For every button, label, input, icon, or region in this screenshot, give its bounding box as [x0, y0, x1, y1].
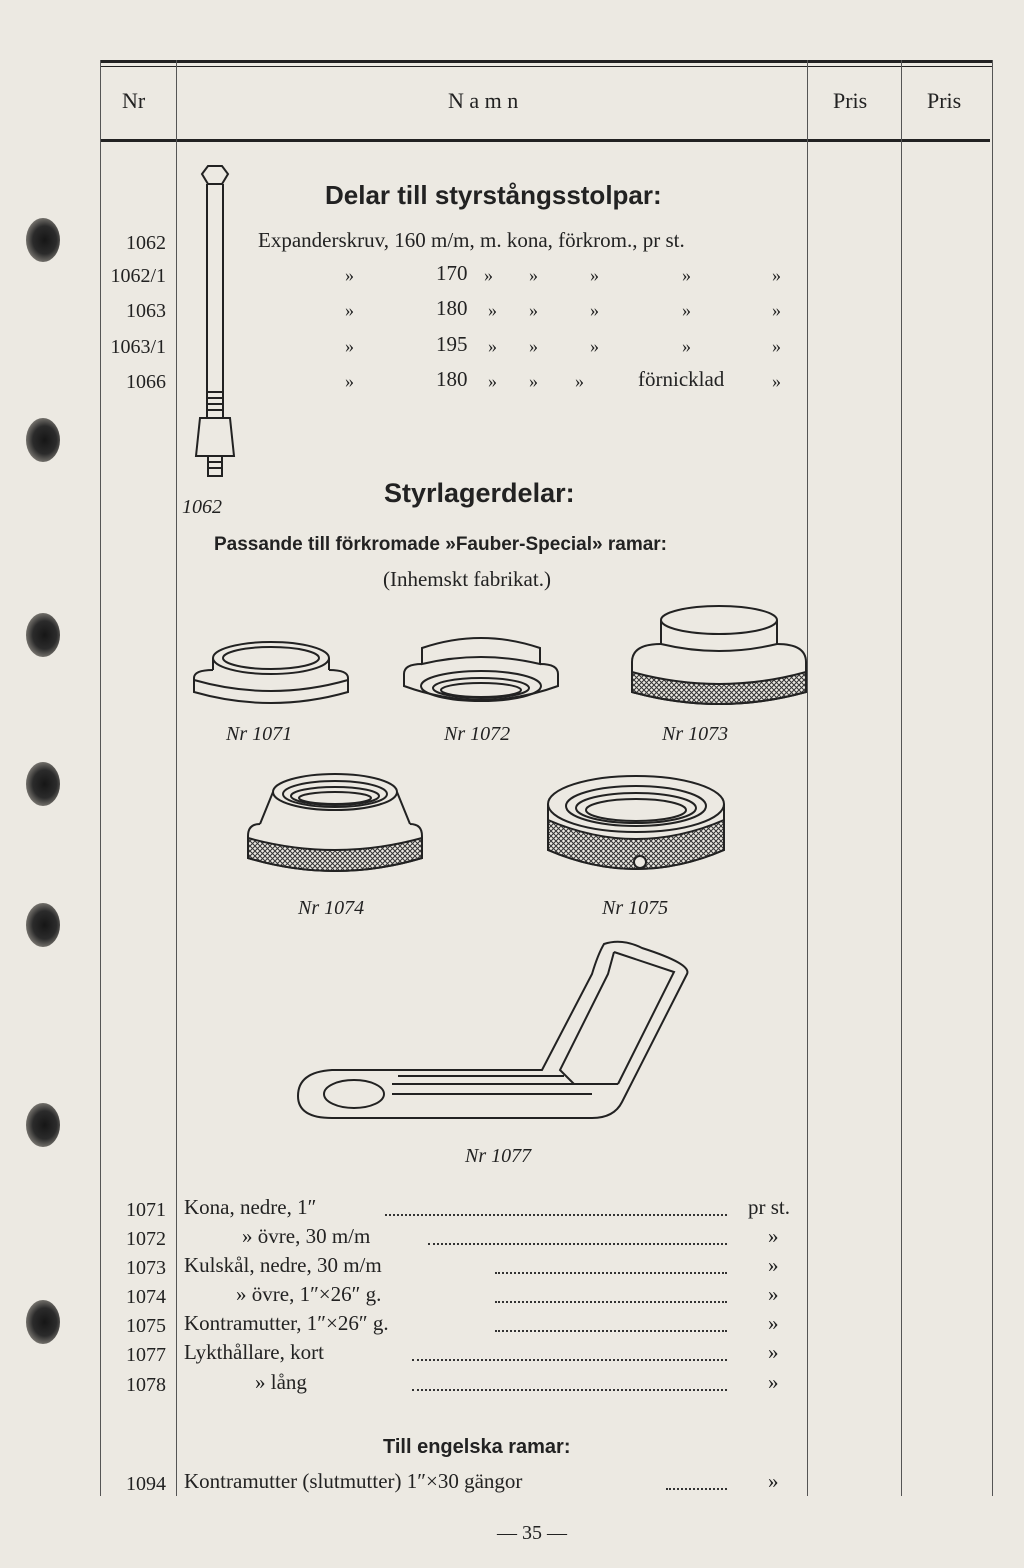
binder-hole — [26, 218, 60, 262]
binder-hole — [26, 903, 60, 947]
section-title: Styrlagerdelar: — [384, 478, 575, 508]
column-line — [176, 60, 177, 1496]
item-number: 1062 — [126, 232, 166, 254]
binder-hole — [26, 762, 60, 806]
ditto-mark: » — [682, 336, 691, 356]
dot-leader — [412, 1387, 727, 1391]
item-value: 180 — [436, 367, 468, 391]
ditto-mark: » — [529, 300, 538, 320]
ditto-mark: » — [488, 336, 497, 356]
part-1071-illustration — [186, 628, 356, 718]
figure-caption: 1062 — [182, 496, 222, 518]
part-caption: Nr 1073 — [662, 723, 729, 745]
item-value: 195 — [436, 332, 468, 356]
column-line — [901, 60, 902, 1496]
ditto-mark: » — [590, 336, 599, 356]
item-name: » lång — [255, 1370, 307, 1394]
ditto-mark: » — [682, 300, 691, 320]
part-1077-illustration — [292, 934, 702, 1134]
part-caption: Nr 1074 — [298, 897, 365, 919]
ditto-mark: » — [529, 336, 538, 356]
binder-hole — [26, 1103, 60, 1147]
item-name: Kulskål, nedre, 30 m/m — [184, 1253, 382, 1277]
ditto-mark: » — [590, 265, 599, 285]
ditto-mark: » — [772, 265, 781, 285]
part-caption: Nr 1077 — [465, 1145, 532, 1167]
header-pris-1: Pris — [833, 88, 868, 113]
item-unit: » — [768, 1224, 779, 1248]
item-number: 1063 — [126, 300, 166, 322]
section-subtitle: Passande till förkromade »Fauber-Special» ramar: — [214, 534, 668, 555]
section-note: (Inhemskt fabrikat.) — [383, 567, 551, 591]
column-line — [807, 60, 808, 1496]
item-number: 1078 — [126, 1374, 166, 1396]
dot-leader — [412, 1357, 727, 1361]
dot-leader — [495, 1270, 727, 1274]
part-1074-illustration — [240, 766, 430, 886]
page-number: — 35 — — [497, 1522, 567, 1544]
ditto-mark: » — [772, 300, 781, 320]
part-1073-illustration — [624, 600, 814, 720]
ditto-mark: » — [682, 265, 691, 285]
top-rule-thin — [100, 66, 992, 67]
ditto-mark: » — [590, 300, 599, 320]
ditto-mark: » — [488, 371, 497, 391]
dot-leader — [495, 1328, 727, 1332]
ditto-mark: » — [345, 265, 354, 285]
part-caption: Nr 1071 — [226, 723, 293, 745]
part-1075-illustration — [536, 766, 736, 891]
dot-leader — [385, 1212, 727, 1216]
section-title: Delar till styrstångsstolpar: — [325, 180, 662, 210]
item-unit: » — [768, 1340, 779, 1364]
ditto-mark: » — [529, 265, 538, 285]
item-number: 1094 — [126, 1473, 166, 1495]
header-namn: N a m n — [448, 88, 519, 113]
item-unit: pr st. — [748, 1195, 790, 1219]
header-pris-2: Pris — [927, 88, 962, 113]
ditto-mark: » — [345, 371, 354, 391]
part-caption: Nr 1072 — [444, 723, 511, 745]
header-bottom-rule — [100, 139, 990, 142]
item-number: 1074 — [126, 1286, 166, 1308]
column-line — [992, 60, 993, 1496]
item-unit: » — [768, 1282, 779, 1306]
item-value: 180 — [436, 296, 468, 320]
ditto-mark: » — [488, 300, 497, 320]
ditto-mark: » — [575, 371, 584, 391]
part-1072-illustration — [396, 628, 566, 718]
item-name: Expanderskruv, 160 m/m, m. kona, förkrom., pr st. — [258, 228, 685, 252]
item-number: 1066 — [126, 371, 166, 393]
ditto-mark: » — [345, 336, 354, 356]
item-number: 1071 — [126, 1199, 166, 1221]
section-title: Till engelska ramar: — [383, 1436, 571, 1458]
binder-hole — [26, 1300, 60, 1344]
header-nr: Nr — [122, 88, 146, 113]
ditto-mark: » — [529, 371, 538, 391]
item-finish: förnicklad — [638, 367, 725, 391]
item-unit: » — [768, 1370, 779, 1394]
dot-leader — [666, 1486, 727, 1490]
expander-bolt-illustration — [188, 160, 248, 490]
ditto-mark: » — [772, 336, 781, 356]
dot-leader — [428, 1241, 727, 1245]
item-name: Kona, nedre, 1″ — [184, 1195, 317, 1219]
column-line — [100, 60, 101, 1496]
item-number: 1072 — [126, 1228, 166, 1250]
item-number: 1073 — [126, 1257, 166, 1279]
item-name: » övre, 30 m/m — [242, 1224, 371, 1248]
item-name: Lykthållare, kort — [184, 1340, 324, 1364]
item-unit: » — [768, 1253, 779, 1277]
dot-leader — [495, 1299, 727, 1303]
item-value: 170 — [436, 261, 468, 285]
part-caption: Nr 1075 — [602, 897, 669, 919]
binder-hole — [26, 418, 60, 462]
item-name: » övre, 1″×26″ g. — [236, 1282, 382, 1306]
ditto-mark: » — [484, 265, 493, 285]
item-name: Kontramutter (slutmutter) 1″×30 gängor — [184, 1469, 523, 1493]
item-unit: » — [768, 1311, 779, 1335]
item-unit: » — [768, 1469, 779, 1493]
item-number: 1075 — [126, 1315, 166, 1337]
ditto-mark: » — [345, 300, 354, 320]
binder-hole — [26, 613, 60, 657]
item-name: Kontramutter, 1″×26″ g. — [184, 1311, 389, 1335]
item-number: 1063/1 — [110, 336, 166, 358]
item-number: 1062/1 — [110, 265, 166, 287]
item-number: 1077 — [126, 1344, 166, 1366]
top-rule — [100, 60, 992, 63]
ditto-mark: » — [772, 371, 781, 391]
